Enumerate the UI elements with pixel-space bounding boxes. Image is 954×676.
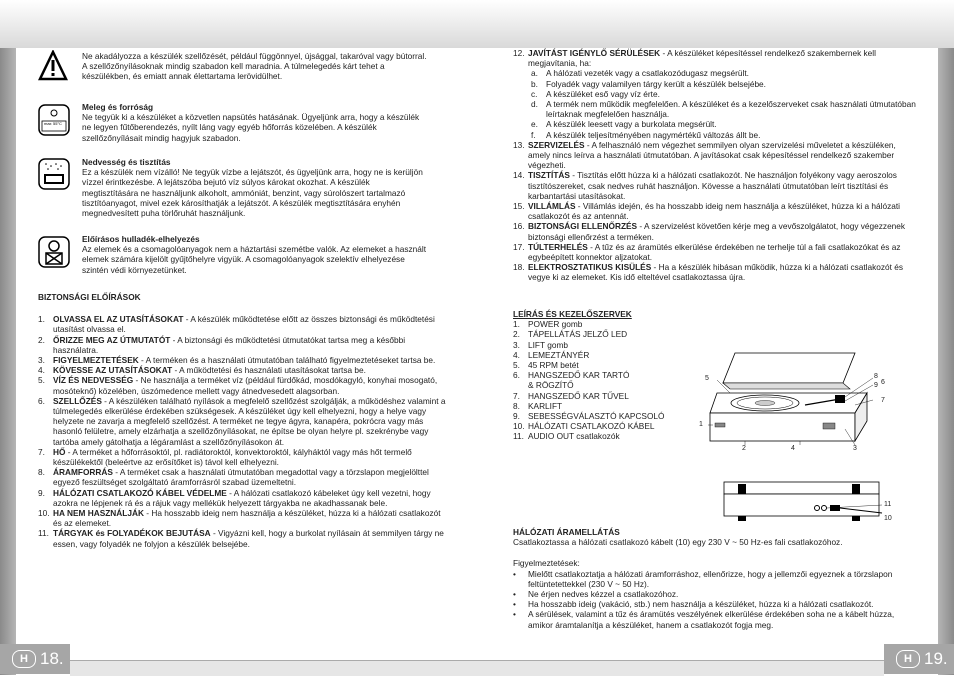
label-4: 4 bbox=[791, 445, 795, 452]
control-item-number: 8. bbox=[513, 400, 520, 411]
page-number-left bbox=[0, 644, 70, 674]
repair-sub-item-text: A készülék teljesítményében nagymértékű változás állt be. bbox=[546, 129, 761, 140]
warning-text: Ne akadályozza a készülék szellőzését, például függönnyel, újsággal, takaróval vagy bútorral. A szellőzőnyílásoknak mindig szabadon kell maradnia. A túlmelegedés kárt tehet a készülékben, és emiatt annak élettartama lerövidülhet. bbox=[82, 51, 427, 82]
right-safety-item-title: SZERVIZELÉS bbox=[528, 139, 585, 150]
max-label: max bbox=[44, 121, 52, 126]
safety-item-number: 1. bbox=[38, 314, 45, 325]
safety-item-title: HŐ bbox=[53, 446, 66, 457]
heat-title: Meleg és forróság bbox=[82, 102, 154, 112]
repair-sub-item-text: A készüléket eső vagy víz érte. bbox=[546, 88, 660, 99]
right-safety-item-title: BIZTONSÁGI ELLENŐRZÉS bbox=[528, 221, 638, 232]
right-safety-item-title: JAVÍTÁST IGÉNYLŐ SÉRÜLÉSEK bbox=[528, 48, 661, 58]
control-item bbox=[513, 319, 713, 329]
repair-sub-item bbox=[513, 119, 918, 129]
thermometer-icon bbox=[38, 104, 70, 141]
repair-sub-item-text: A készülék leesett vagy a burkolata megsérült. bbox=[546, 119, 717, 130]
right-safety-item-title: VILLÁMLÁS bbox=[528, 201, 576, 212]
right-safety-item-text: - A felhasználó nem végezhet semmilyen olyan szervizelési műveletet a készüléken, amely nincs leírva a használati útmutatóban. A javításokat csak képesítéssel rendelkező szakember végezheti. bbox=[528, 139, 896, 171]
repair-sub-item-number: e. bbox=[531, 119, 538, 130]
right-safety-item-number: 13. bbox=[513, 139, 525, 150]
right-safety-item bbox=[513, 48, 918, 68]
page-number-right bbox=[884, 644, 954, 674]
label-9: 9 bbox=[874, 382, 878, 389]
safety-item-title: OLVASSA EL AZ UTASÍTÁSOKAT bbox=[53, 314, 184, 325]
repair-sub-item bbox=[513, 99, 918, 119]
turntable-rear-diagram bbox=[722, 478, 892, 528]
controls-section bbox=[513, 309, 713, 442]
repair-sub-item-number: c. bbox=[531, 88, 538, 99]
notice-text: Mielőtt csatlakoztatja a hálózati áramforráshoz, ellenőrizze, hogy a jellemzői egyeznek a törzslapon feltüntetettekkel (230 V ~ 50 Hz). bbox=[528, 568, 893, 589]
left-margin-bar bbox=[0, 48, 16, 675]
safety-item-text: - A készüléken található nyílások a megfelelő szellőzést szolgálják, a működéshez valamint a túlmelegedés elkerülése érdekében szükségesek. A készüléket úgy kell elhelyezni, hogy a helye vagy helyzete ne zavarja a megfelelő szellőzést. A terméket ne tegye ágyra, kanapéra, pokrócra vagy más hasonló felületre, amely elzárhatja a szellőzőnyílásokat, ne építse be olyan helyre pl. szekrénybe vagy tartóba amely gátolhatja a légáramlást a szellőzőnyílásokon át. bbox=[53, 395, 446, 447]
safety-item bbox=[38, 528, 448, 548]
right-safety-section bbox=[513, 48, 918, 283]
moisture-paragraph bbox=[82, 157, 427, 218]
label-10: 10 bbox=[884, 515, 892, 522]
control-item bbox=[513, 370, 713, 380]
notice-item bbox=[513, 599, 918, 609]
language-badge-right: H bbox=[896, 650, 920, 668]
safety-item-text: - Ha hosszabb ideig nem használja a készüléket, húzza ki a hálózati csatlakozót és az elemeket. bbox=[53, 508, 441, 529]
safety-item-number: 10. bbox=[38, 508, 50, 519]
controls-list bbox=[513, 319, 713, 441]
control-item-text: LIFT gomb bbox=[528, 339, 568, 350]
waste-text: Az elemek és a csomagolóanyagok nem a háztartási szemétbe valók. Az elemeket a használt elemek számára kijelölt gyűjtőhelyre vigyük. A csomagolóanyagok szelektív elhelyezése szintén védi környezetünket. bbox=[82, 244, 427, 275]
right-safety-item bbox=[513, 170, 918, 201]
safety-item-number: 11. bbox=[38, 528, 49, 539]
waste-paragraph bbox=[82, 234, 427, 275]
right-safety-item-text: - Ha a készülék hibásan működik, húzza ki a hálózati csatlakozót és vegye ki az elemeket. Kis idő elteltével csatlakoztassa újra. bbox=[528, 262, 904, 283]
control-item-text: 45 RPM betét bbox=[528, 360, 579, 371]
safety-item-text: - Ne használja a terméket víz (például fürdőkád, mosdókagyló, konyhai mosogató, mosóteknő) közelében, úszómedence mellett vagy átnedvesedett alagsorban. bbox=[53, 375, 438, 396]
bullet-icon: • bbox=[513, 599, 516, 610]
notice-item bbox=[513, 609, 918, 629]
bullet-icon: • bbox=[513, 589, 516, 600]
repair-sub-item-number: a. bbox=[531, 68, 538, 79]
temp-label: 55°C bbox=[53, 121, 62, 126]
right-safety-item bbox=[513, 262, 918, 282]
rain-icon bbox=[38, 158, 70, 195]
repair-sub-item bbox=[513, 68, 918, 78]
repair-sub-item bbox=[513, 130, 918, 140]
control-item-number: 11. bbox=[513, 431, 524, 442]
control-item-number: 2. bbox=[513, 329, 520, 340]
safety-section bbox=[38, 292, 448, 549]
label-11: 11 bbox=[884, 501, 892, 508]
control-item-text: HÁLÓZATI CSATLAKOZÓ KÁBEL bbox=[528, 421, 655, 432]
bottom-bar bbox=[70, 660, 884, 676]
safety-item bbox=[38, 335, 448, 355]
repair-sub-item bbox=[513, 89, 918, 99]
safety-item bbox=[38, 355, 448, 365]
safety-item-number: 4. bbox=[38, 365, 45, 376]
notice-text: A sérülések, valamint a tűz és áramütés veszélyének elkerülése érdekében soha ne a kábelt húzza, amikor áramtalanítja a készüléket, hanem a csatlakozót fogja meg. bbox=[528, 609, 895, 630]
safety-item-text: - A hálózati csatlakozó kábeleket úgy kell vezetni, hogy azokra ne lépjenek rá és a rájuk vagy mellékük helyezett tárgyakba ne akadhassanak bele. bbox=[53, 487, 431, 508]
right-safety-item-title: TÚLTERHELÉS bbox=[528, 241, 588, 252]
control-item-text: KARLIFT bbox=[528, 400, 563, 411]
safety-item-title: KÖVESSE AZ UTASÍTÁSOKAT bbox=[53, 365, 173, 376]
right-safety-item bbox=[513, 140, 918, 171]
safety-item bbox=[38, 396, 448, 447]
moisture-title: Nedvesség és tisztítás bbox=[82, 157, 171, 167]
right-safety-item-number: 14. bbox=[513, 170, 525, 181]
right-safety-item-number: 15. bbox=[513, 201, 525, 212]
label-8: 8 bbox=[874, 373, 878, 380]
right-safety-item-text: - Villámlás idején, és ha hosszabb ideig nem használja a készüléket, húzza ki a hálózati csatlakozót és az antennát. bbox=[528, 201, 901, 222]
repair-sub-item-number: d. bbox=[531, 99, 538, 110]
control-item-number: 1. bbox=[513, 319, 520, 330]
safety-item-text: - A terméket a hőforrásoktól, pl. radiátoroktól, konvektoroktól, kályháktól vagy más hőt termelő készülékektől (beleértve az erősítőket is) távol kell elhelyezni. bbox=[53, 446, 412, 468]
safety-item-title: FIGYELMEZTETÉSEK bbox=[53, 355, 139, 366]
page-number-right-text: 19. bbox=[924, 649, 948, 668]
controls-heading: LEÍRÁS ÉS KEZELŐSZERVEK bbox=[513, 309, 632, 319]
control-item bbox=[513, 380, 713, 390]
safety-item-text: - A működtetési és használati utasításokat tartsa be. bbox=[172, 365, 366, 376]
right-safety-item-text: - A szervizelést követően kérje meg a vevőszolgálatot, hogy végezzenek biztonsági ellenőrzést a terméken. bbox=[528, 221, 906, 242]
control-item-text: TÁPELLÁTÁS JELZŐ LED bbox=[528, 329, 628, 340]
control-item-text: LEMEZTÁNYÉR bbox=[528, 349, 590, 360]
language-badge-left: H bbox=[12, 650, 36, 668]
right-safety-item-title: TISZTÍTÁS bbox=[528, 170, 570, 181]
label-5: 5 bbox=[705, 375, 709, 382]
control-item-text: SEBESSÉGVÁLASZTÓ KAPCSOLÓ bbox=[528, 411, 665, 422]
power-section bbox=[513, 527, 918, 630]
safety-item-number: 5. bbox=[38, 375, 45, 386]
right-safety-item bbox=[513, 201, 918, 221]
safety-item-title: SZELLŐZÉS bbox=[53, 395, 102, 406]
safety-item-number: 7. bbox=[38, 446, 45, 457]
power-text: Csatlakoztassa a hálózati csatlakozó kábelt (10) egy 230 V ~ 50 Hz-es fali csatlakozóhoz. bbox=[513, 537, 843, 548]
control-item bbox=[513, 391, 713, 401]
notice-title: Figyelmeztetések: bbox=[513, 558, 580, 569]
waste-title: Előírásos hulladék-elhelyezés bbox=[82, 234, 200, 244]
notice-item bbox=[513, 569, 918, 589]
repair-sub-item-number: f. bbox=[531, 129, 536, 140]
warning-icon bbox=[38, 50, 68, 87]
safety-item-title: ŐRIZZE MEG AZ ÚTMUTATÓT bbox=[53, 334, 171, 345]
repair-sub-item bbox=[513, 79, 918, 89]
turntable-diagram bbox=[699, 345, 885, 455]
right-safety-item bbox=[513, 242, 918, 262]
notice-list bbox=[513, 569, 918, 630]
recycle-bin-icon bbox=[38, 236, 70, 273]
control-item-number: 3. bbox=[513, 339, 520, 350]
safety-item bbox=[38, 508, 448, 528]
control-item-text: AUDIO OUT csatlakozók bbox=[528, 431, 620, 442]
heat-paragraph bbox=[82, 102, 427, 143]
control-item bbox=[513, 350, 713, 360]
bullet-icon: • bbox=[513, 609, 516, 620]
repair-sub-item-text: A termék nem működik megfelelően. A készüléket és a kezelőszerveket csak használati útmutatóban leírtaknak megfelelően használja. bbox=[546, 99, 916, 120]
right-safety-item-number: 17. bbox=[513, 241, 525, 252]
safety-item bbox=[38, 314, 448, 334]
warning-paragraph bbox=[82, 51, 427, 82]
control-item bbox=[513, 431, 713, 441]
safety-item-number: 6. bbox=[38, 395, 45, 406]
safety-list bbox=[38, 314, 448, 549]
safety-item-title: HA NEM HASZNÁLJÁK bbox=[53, 508, 144, 519]
right-safety-item-text: - A tűz és az áramütés elkerülése érdekében ne terhelje túl a fali csatlakozókat és az egybeépített konnektor aljzatokat. bbox=[528, 241, 901, 263]
safety-item-text: - A terméken és a használati útmutatóban található figyelmeztetéseket tartsa be. bbox=[138, 355, 436, 366]
repair-sub-item-text: Folyadék vagy valamilyen tárgy került a készülék belsejébe. bbox=[546, 78, 766, 89]
control-item bbox=[513, 421, 713, 431]
notice-text: Ha hosszabb ideig (vakáció, stb.) nem használja a készüléket, húzza ki a hálózati csatlakozót. bbox=[528, 599, 874, 610]
control-item-number: 6. bbox=[513, 370, 520, 381]
power-heading: HÁLÓZATI ÁRAMELLÁTÁS bbox=[513, 527, 620, 537]
heat-text: Ne tegyük ki a készüléket a közvetlen napsütés hatásának. Ügyeljünk arra, hogy a készülék ne legyen fűtőberendezés, nyílt láng vagy egyéb hőforrás közelében. A készülék szellőzőnyílásait mindig hagyjuk szabadon. bbox=[82, 112, 420, 143]
safety-item-title: ÁRAMFORRÁS bbox=[53, 467, 113, 478]
control-item-number: 5. bbox=[513, 360, 520, 371]
right-safety-item bbox=[513, 221, 918, 241]
right-safety-item-text: - A készüléket képesítéssel rendelkező szakembernek kell megjavítania, ha: bbox=[528, 48, 876, 69]
repair-sub-item-number: b. bbox=[531, 78, 538, 89]
safety-item-number: 8. bbox=[38, 467, 45, 478]
control-item-text: & RÖGZÍTŐ bbox=[528, 380, 574, 391]
safety-item-text: - A biztonsági és működtetési útmutatókat tartsa meg a későbbi használatra. bbox=[53, 334, 406, 355]
control-item bbox=[513, 329, 713, 339]
safety-item-title: TÁRGYAK és FOLYADÉKOK BEJUTÁSA bbox=[53, 528, 211, 539]
safety-item-number: 9. bbox=[38, 487, 45, 498]
page-number-left-text: 18. bbox=[40, 649, 64, 668]
right-margin-bar bbox=[938, 48, 954, 675]
control-item-number: 9. bbox=[513, 411, 520, 422]
right-safety-list bbox=[513, 48, 918, 283]
moisture-text: Ez a készülék nem vízálló! Ne tegyük vízbe a lejátszót, és ügyeljünk arra, hogy ne is kerüljön vízzel érintkezésbe. A lejátszóba bejutó víz súlyos károkat okozhat. A készülék megtisztítására ne használjunk alkoholt, ammóniát, benzint, vagy súrolószert tartalmazó tisztítóanyagot, mivel ezek károsíthatják a lejátszót. A készülék megtisztítására enyhén megnedvesített puha törlőruhát használjunk. bbox=[82, 167, 423, 219]
safety-item bbox=[38, 488, 448, 508]
control-item bbox=[513, 411, 713, 421]
safety-item-text: - A terméket csak a használati útmutatóban megadottal vagy a törzslapon megjelölttel egyező feszültséget szolgáltató áramforrásról szabad üzemeltetni. bbox=[53, 467, 429, 488]
right-safety-item-title: ELEKTROSZTATIKUS KISÜLÉS bbox=[528, 262, 652, 273]
control-item bbox=[513, 340, 713, 350]
repair-sub-item-text: A hálózati vezeték vagy a csatlakozódugasz megsérült. bbox=[546, 68, 749, 79]
label-3: 3 bbox=[853, 445, 857, 452]
label-6: 6 bbox=[881, 379, 885, 386]
right-safety-item-number: 18. bbox=[513, 262, 525, 273]
right-safety-item-text: - Tisztítás előtt húzza ki a hálózati csatlakozót. Ne használjon folyékony vagy aeroszolos tisztítószereket, csak nedves ruhát használjon. Kövesse a használati útmutatóban leírt tisztítási és karbantartási utasításokat. bbox=[528, 170, 897, 201]
label-2: 2 bbox=[742, 445, 746, 452]
safety-item-title: VÍZ ÉS NEDVESSÉG bbox=[53, 375, 134, 386]
safety-item-title: HÁLÓZATI CSATLAKOZÓ KÁBEL VÉDELME bbox=[53, 487, 227, 498]
control-item-number: 10. bbox=[513, 421, 525, 432]
right-safety-item-number: 16. bbox=[513, 221, 525, 232]
safety-item bbox=[38, 365, 448, 375]
safety-heading: BIZTONSÁGI ELŐÍRÁSOK bbox=[38, 292, 141, 302]
label-1: 1 bbox=[699, 421, 703, 428]
safety-item-number: 3. bbox=[38, 355, 45, 366]
control-item bbox=[513, 401, 713, 411]
notice-item bbox=[513, 589, 918, 599]
safety-item bbox=[38, 467, 448, 487]
safety-item-number: 2. bbox=[38, 334, 45, 345]
right-safety-item-number: 12. bbox=[513, 48, 525, 58]
control-item-text: HANGSZEDŐ KAR TARTÓ bbox=[528, 370, 630, 381]
control-item-number: 4. bbox=[513, 349, 520, 360]
control-item bbox=[513, 360, 713, 370]
safety-item bbox=[38, 375, 448, 395]
safety-item-text: - Vigyázni kell, hogy a burkolat nyílásain át semmilyen tárgy ne essen, vagy folyadék ne folyjon a készülék belsejébe. bbox=[53, 528, 444, 549]
safety-item bbox=[38, 447, 448, 467]
control-item-number: 7. bbox=[513, 390, 520, 401]
notice-text: Ne érjen nedves kézzel a csatlakozóhoz. bbox=[528, 589, 679, 600]
control-item-text: POWER gomb bbox=[528, 319, 583, 330]
safety-item-text: - A készülék működtetése előtt az összes biztonsági és működtetési utasítást olvassa el. bbox=[53, 314, 435, 335]
control-item-text: HANGSZEDŐ KAR TŰVEL bbox=[528, 390, 629, 401]
top-band bbox=[0, 0, 954, 48]
bullet-icon: • bbox=[513, 568, 516, 579]
label-7: 7 bbox=[881, 397, 885, 404]
